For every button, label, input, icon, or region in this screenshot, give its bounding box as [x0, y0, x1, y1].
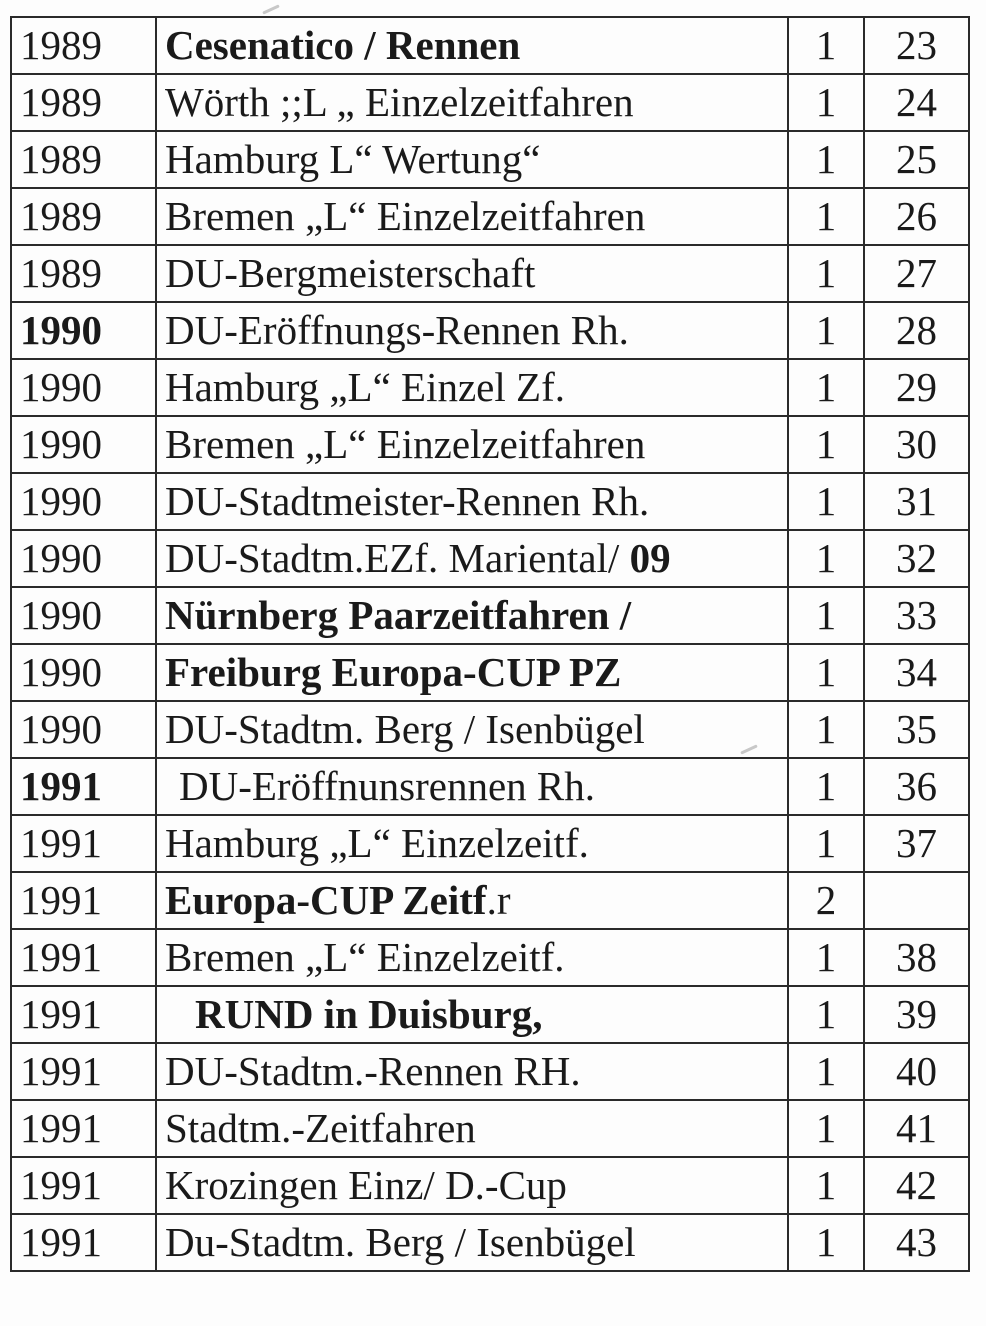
- number-cell: 39: [864, 986, 969, 1043]
- event-name: DU-Stadtm. Berg / Isenbügel: [165, 706, 645, 752]
- event-cell: [156, 1214, 788, 1271]
- event-name: DU-Stadtm.-Rennen RH.: [165, 1048, 581, 1094]
- number-cell: 37: [864, 815, 969, 872]
- event-name: Freiburg Europa-CUP PZ: [165, 649, 622, 695]
- number-cell: 40: [864, 1043, 969, 1100]
- year-cell: 1989: [11, 245, 156, 302]
- event-cell: [156, 17, 788, 74]
- event-name: Stadtm.-Zeitfahren: [165, 1105, 476, 1151]
- event-cell: [156, 302, 788, 359]
- count-cell: 2: [788, 872, 864, 929]
- table-row: [11, 188, 969, 245]
- count-cell: 1: [788, 587, 864, 644]
- event-name: DU-Stadtm.EZf. Mariental/: [165, 535, 630, 581]
- table-row: [11, 1157, 969, 1214]
- year-cell: 1991: [11, 1157, 156, 1214]
- event-cell: [156, 131, 788, 188]
- table-row: [11, 131, 969, 188]
- year-cell: 1989: [11, 74, 156, 131]
- number-cell: 26: [864, 188, 969, 245]
- event-name: Hamburg L“ Wertung“: [165, 136, 541, 182]
- number-cell: 31: [864, 473, 969, 530]
- table-row: [11, 1214, 969, 1271]
- year-cell: 1991: [11, 986, 156, 1043]
- event-name: Wörth ;;L „ Einzelzeitfahren: [165, 79, 634, 125]
- event-name: RUND in Duisburg,: [195, 991, 543, 1037]
- table-row: [11, 17, 969, 74]
- number-cell: 23: [864, 17, 969, 74]
- year-cell: 1990: [11, 587, 156, 644]
- year-cell: 1991: [11, 872, 156, 929]
- event-name: Europa-CUP Zeitf: [165, 877, 487, 923]
- number-cell: [864, 872, 969, 929]
- event-name: Bremen „L“ Einzelzeitfahren: [165, 421, 646, 467]
- table-row: [11, 929, 969, 986]
- count-cell: 1: [788, 644, 864, 701]
- year-cell: 1989: [11, 188, 156, 245]
- count-cell: 1: [788, 1214, 864, 1271]
- number-cell: 34: [864, 644, 969, 701]
- year-cell: 1991: [11, 1214, 156, 1271]
- event-name: DU-Eröffnungs-Rennen Rh.: [165, 307, 629, 353]
- year-cell: 1990: [11, 530, 156, 587]
- event-cell: [156, 416, 788, 473]
- year-cell: 1991: [11, 815, 156, 872]
- year-cell: 1991: [11, 1043, 156, 1100]
- year-cell: 1990: [11, 701, 156, 758]
- year-cell: 1990: [11, 473, 156, 530]
- number-cell: 25: [864, 131, 969, 188]
- count-cell: 1: [788, 530, 864, 587]
- count-cell: 1: [788, 929, 864, 986]
- race-results-table: [10, 16, 970, 1272]
- event-name: Bremen „L“ Einzelzeitf.: [165, 934, 565, 980]
- count-cell: 1: [788, 986, 864, 1043]
- event-cell: [156, 815, 788, 872]
- count-cell: 1: [788, 1157, 864, 1214]
- count-cell: 1: [788, 131, 864, 188]
- event-cell: [156, 872, 788, 929]
- event-cell: [156, 644, 788, 701]
- event-name: Cesenatico / Rennen: [165, 22, 521, 68]
- number-cell: 24: [864, 74, 969, 131]
- table-row: [11, 986, 969, 1043]
- year-cell: 1990: [11, 359, 156, 416]
- event-cell: [156, 473, 788, 530]
- event-cell: [156, 1100, 788, 1157]
- table-row: [11, 644, 969, 701]
- count-cell: 1: [788, 74, 864, 131]
- event-name: DU-Eröffnunsrennen Rh.: [179, 763, 595, 809]
- event-name: DU-Stadtmeister-Rennen Rh.: [165, 478, 650, 524]
- event-suffix: .r: [486, 877, 511, 923]
- table-row: [11, 815, 969, 872]
- table-row: [11, 758, 969, 815]
- year-cell: 1989: [11, 131, 156, 188]
- number-cell: 42: [864, 1157, 969, 1214]
- count-cell: 1: [788, 416, 864, 473]
- event-cell: [156, 701, 788, 758]
- count-cell: 1: [788, 758, 864, 815]
- count-cell: 1: [788, 359, 864, 416]
- count-cell: 1: [788, 17, 864, 74]
- event-cell: [156, 530, 788, 587]
- table-row: [11, 74, 969, 131]
- scan-speck: [262, 4, 280, 14]
- count-cell: 1: [788, 302, 864, 359]
- event-cell: [156, 587, 788, 644]
- event-cell: [156, 245, 788, 302]
- count-cell: 1: [788, 473, 864, 530]
- event-name: Krozingen Einz/ D.-Cup: [165, 1162, 567, 1208]
- table-row: [11, 530, 969, 587]
- count-cell: 1: [788, 188, 864, 245]
- table-row: [11, 872, 969, 929]
- event-name: Hamburg „L“ Einzelzeitf.: [165, 820, 589, 866]
- table-row: [11, 701, 969, 758]
- table-row: [11, 416, 969, 473]
- number-cell: 30: [864, 416, 969, 473]
- count-cell: 1: [788, 815, 864, 872]
- year-cell: 1991: [11, 929, 156, 986]
- event-cell: [156, 929, 788, 986]
- event-cell: [156, 359, 788, 416]
- event-name: Bremen „L“ Einzelzeitfahren: [165, 193, 646, 239]
- number-cell: 32: [864, 530, 969, 587]
- race-results-body: [11, 17, 969, 1271]
- event-cell: [156, 758, 788, 815]
- table-row: [11, 1043, 969, 1100]
- number-cell: 41: [864, 1100, 969, 1157]
- event-name: Du-Stadtm. Berg / Isenbügel: [165, 1219, 636, 1265]
- number-cell: 35: [864, 701, 969, 758]
- table-row: [11, 359, 969, 416]
- number-cell: 29: [864, 359, 969, 416]
- number-cell: 43: [864, 1214, 969, 1271]
- event-suffix: 09: [629, 535, 671, 581]
- year-cell: 1991: [11, 758, 156, 815]
- number-cell: 36: [864, 758, 969, 815]
- year-cell: 1990: [11, 644, 156, 701]
- event-name: Nürnberg Paarzeitfahren /: [165, 592, 632, 638]
- table-row: [11, 245, 969, 302]
- event-cell: [156, 74, 788, 131]
- year-cell: 1990: [11, 302, 156, 359]
- table-row: [11, 302, 969, 359]
- table-row: [11, 587, 969, 644]
- number-cell: 27: [864, 245, 969, 302]
- count-cell: 1: [788, 245, 864, 302]
- number-cell: 38: [864, 929, 969, 986]
- year-cell: 1991: [11, 1100, 156, 1157]
- event-cell: [156, 1043, 788, 1100]
- event-name: DU-Bergmeisterschaft: [165, 250, 536, 296]
- number-cell: 33: [864, 587, 969, 644]
- event-cell: [156, 986, 788, 1043]
- year-cell: 1989: [11, 17, 156, 74]
- count-cell: 1: [788, 1100, 864, 1157]
- number-cell: 28: [864, 302, 969, 359]
- event-cell: [156, 188, 788, 245]
- count-cell: 1: [788, 701, 864, 758]
- table-row: [11, 1100, 969, 1157]
- year-cell: 1990: [11, 416, 156, 473]
- event-name: Hamburg „L“ Einzel Zf.: [165, 364, 565, 410]
- count-cell: 1: [788, 1043, 864, 1100]
- table-row: [11, 473, 969, 530]
- event-cell: [156, 1157, 788, 1214]
